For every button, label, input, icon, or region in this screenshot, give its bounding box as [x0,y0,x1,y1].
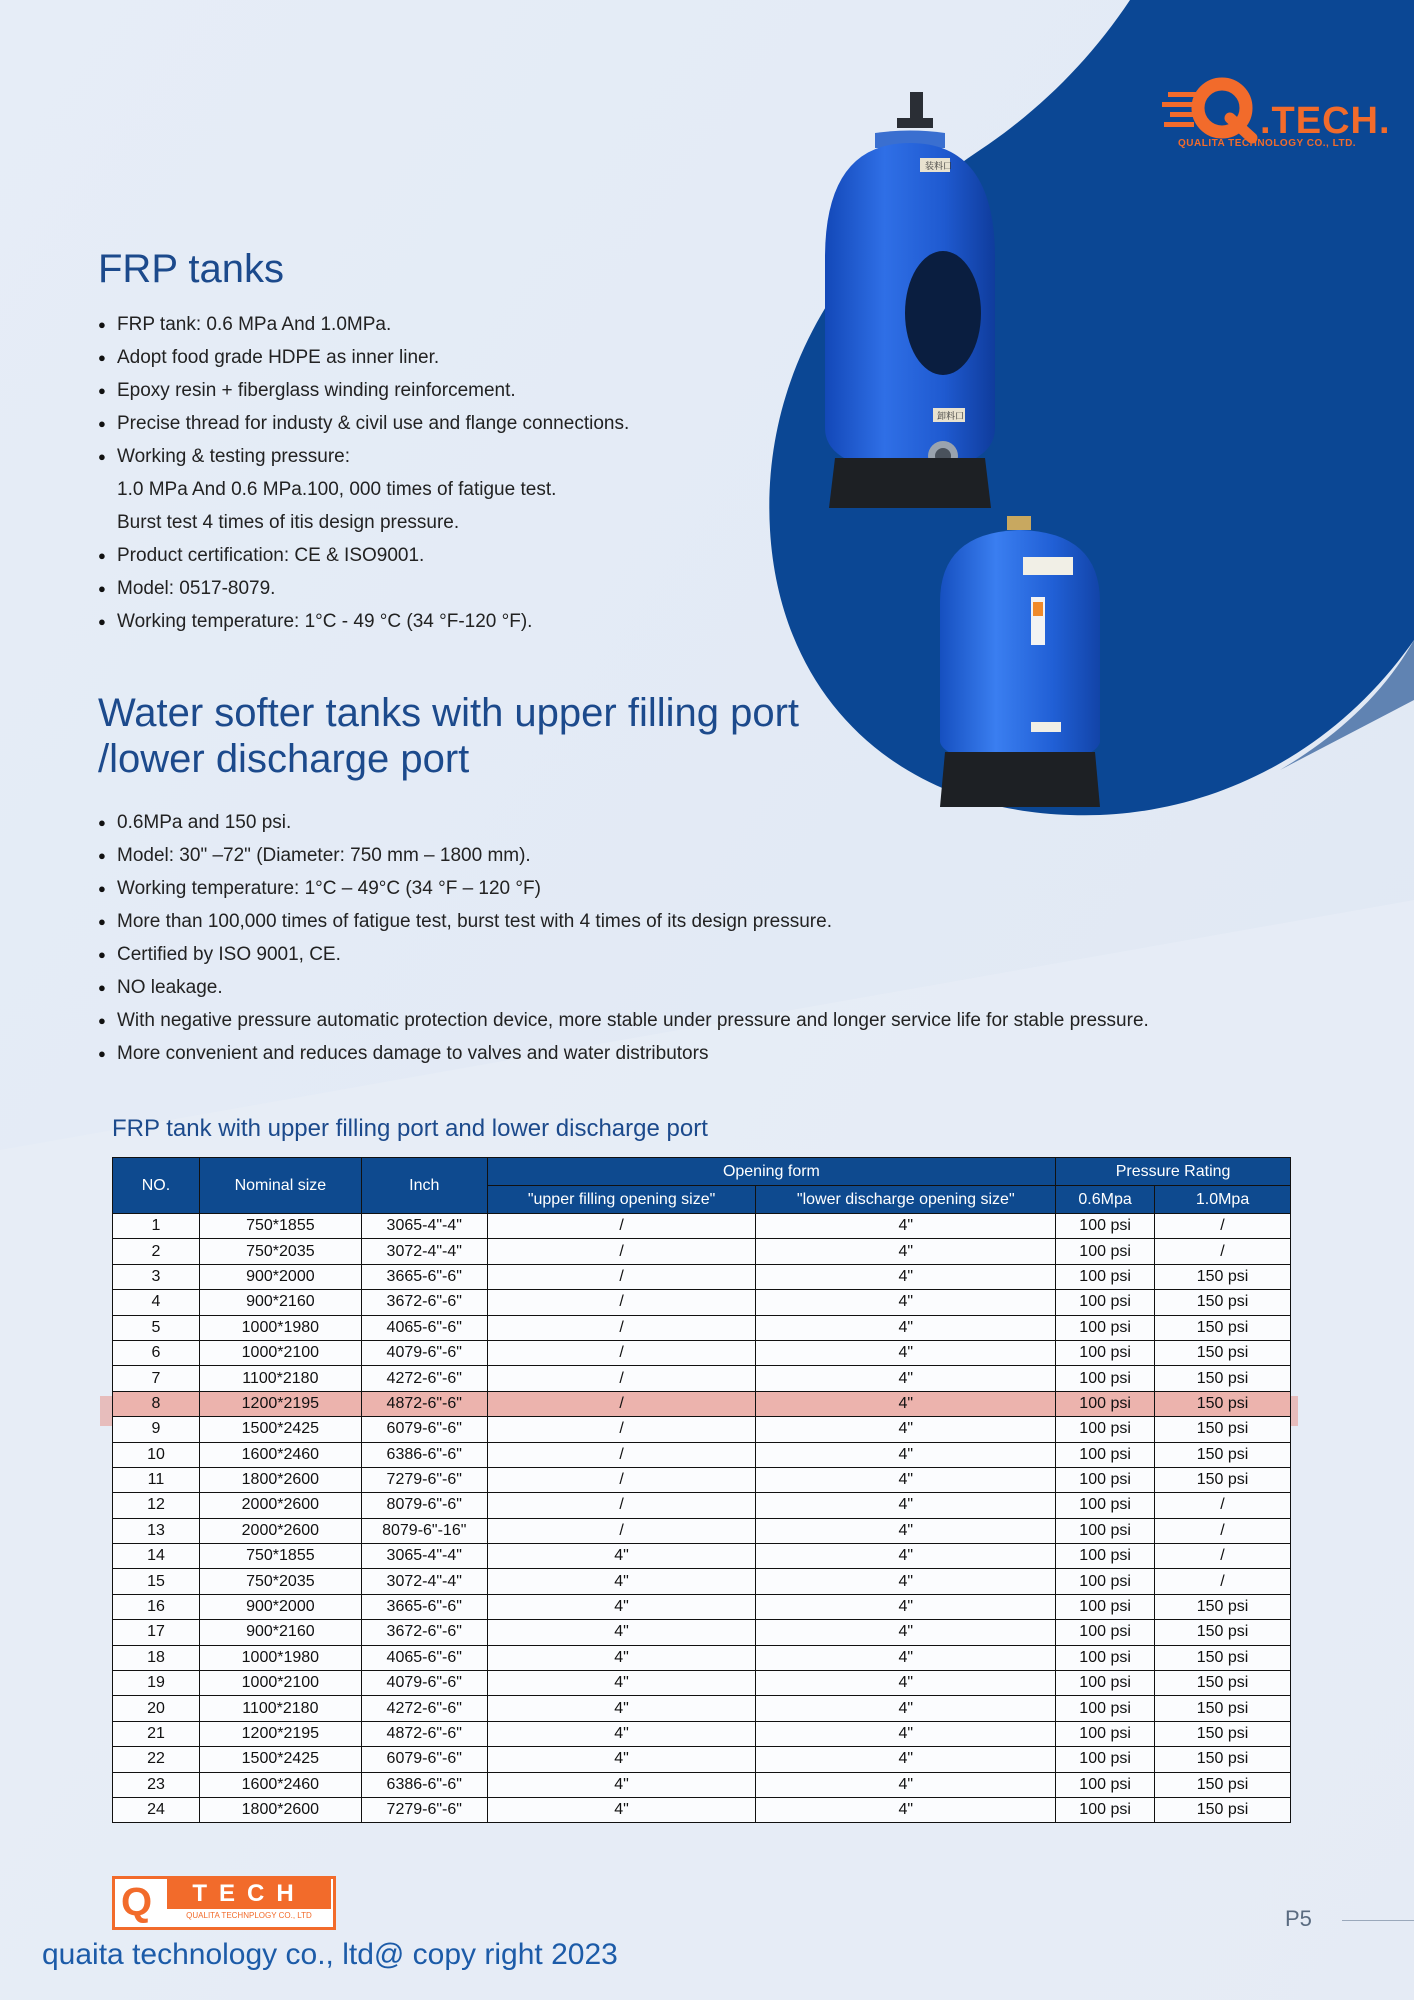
cell-upper-opening: / [487,1391,756,1416]
table-row [113,1518,1291,1543]
col-header-1-0mpa: 1.0Mpa [1155,1186,1291,1214]
cell-pressure-1-0mpa: 150 psi [1155,1671,1291,1696]
col-header-opening-form: Opening form [487,1158,1055,1186]
cell-pressure-0-6mpa: 100 psi [1056,1518,1155,1543]
cell-nominal-size: 1200*2195 [199,1721,361,1746]
cell-no: 5 [113,1315,200,1340]
cell-pressure-0-6mpa: 100 psi [1056,1493,1155,1518]
bullet-item: ● Model: 0517-8079. [98,572,629,605]
cell-inch: 4065-6"-6" [361,1315,487,1340]
tank-top-label: 装料口 [925,161,953,171]
cell-inch: 4272-6"-6" [361,1696,487,1721]
cell-nominal-size: 900*2160 [199,1620,361,1645]
table-row [113,1569,1291,1594]
cell-pressure-1-0mpa: 150 psi [1155,1442,1291,1467]
table-row [113,1544,1291,1569]
cell-inch: 4872-6"-6" [361,1721,487,1746]
bullet-item: ● 0.6MPa and 150 psi. [98,806,1149,839]
water-softer-title [98,690,1149,782]
cell-nominal-size: 1000*1980 [199,1315,361,1340]
bullet-item: ● Precise thread for industy & civil use and flange connections. [98,407,629,440]
logo-text: .TECH. [1260,100,1391,142]
cell-upper-opening: 4" [487,1772,756,1797]
table-row [113,1391,1291,1416]
cell-no: 13 [113,1518,200,1543]
cell-pressure-0-6mpa: 100 psi [1056,1721,1155,1746]
cell-nominal-size: 900*2000 [199,1594,361,1619]
table-row [113,1671,1291,1696]
table-row [113,1290,1291,1315]
table-row [113,1366,1291,1391]
cell-lower-opening: 4" [756,1594,1056,1619]
cell-no: 10 [113,1442,200,1467]
cell-inch: 6386-6"-6" [361,1442,487,1467]
bullet-item: ● Working & testing pressure: [98,440,629,473]
cell-upper-opening: / [487,1239,756,1264]
table-row [113,1797,1291,1822]
cell-no: 6 [113,1340,200,1365]
water-softer-title-line1: Water softer tanks with upper filling port [98,691,800,735]
cell-pressure-1-0mpa: 150 psi [1155,1696,1291,1721]
spec-table-title: FRP tank with upper filling port and lower discharge port [112,1115,708,1142]
frp-tanks-title: FRP tanks [98,247,284,291]
cell-inch: 3672-6"-6" [361,1620,487,1645]
cell-pressure-0-6mpa: 100 psi [1056,1544,1155,1569]
cell-inch: 4872-6"-6" [361,1391,487,1416]
cell-nominal-size: 1000*1980 [199,1645,361,1670]
bullet-item: ● Certified by ISO 9001, CE. [98,938,1149,971]
bullet-item: ● Model: 30" –72" (Diameter: 750 mm – 1800 mm). [98,839,1149,872]
table-row [113,1214,1291,1239]
table-row [113,1747,1291,1772]
water-softer-title-line2: /lower discharge port [98,737,470,781]
cell-upper-opening: / [487,1493,756,1518]
cell-lower-opening: 4" [756,1467,1056,1492]
cell-nominal-size: 900*2160 [199,1290,361,1315]
cell-nominal-size: 2000*2600 [199,1493,361,1518]
cell-pressure-0-6mpa: 100 psi [1056,1417,1155,1442]
cell-nominal-size: 1600*2460 [199,1772,361,1797]
cell-no: 3 [113,1264,200,1289]
cell-pressure-0-6mpa: 100 psi [1056,1594,1155,1619]
cell-upper-opening: / [487,1417,756,1442]
cell-pressure-1-0mpa: 150 psi [1155,1366,1291,1391]
logo-subtitle: QUALITA TECHNOLOGY CO., LTD. [1178,138,1357,149]
bullet-item: ● More convenient and reduces damage to valves and water distributors [98,1037,1149,1070]
cell-pressure-1-0mpa: 150 psi [1155,1417,1291,1442]
cell-lower-opening: 4" [756,1290,1056,1315]
frp-tank-large-illustration [815,88,1005,518]
cell-pressure-1-0mpa: / [1155,1214,1291,1239]
bullet-continuation: Burst test 4 times of itis design pressure. [117,512,460,533]
cell-no: 22 [113,1747,200,1772]
footer-logo [112,1876,336,1930]
cell-pressure-1-0mpa: / [1155,1518,1291,1543]
col-header-upper-opening: "upper filling opening size" [487,1186,756,1214]
cell-inch: 6386-6"-6" [361,1772,487,1797]
cell-lower-opening: 4" [756,1569,1056,1594]
cell-lower-opening: 4" [756,1214,1056,1239]
cell-nominal-size: 1100*2180 [199,1696,361,1721]
bullet-item: ● Epoxy resin + fiberglass winding reinforcement. [98,374,629,407]
cell-pressure-1-0mpa: / [1155,1239,1291,1264]
cell-pressure-1-0mpa: 150 psi [1155,1391,1291,1416]
table-row [113,1594,1291,1619]
table-row [113,1417,1291,1442]
cell-inch: 7279-6"-6" [361,1797,487,1822]
cell-lower-opening: 4" [756,1772,1056,1797]
cell-upper-opening: 4" [487,1544,756,1569]
cell-inch: 4079-6"-6" [361,1340,487,1365]
cell-lower-opening: 4" [756,1493,1056,1518]
col-header-lower-opening: "lower discharge opening size" [756,1186,1056,1214]
footer-logo-tech: TECH [167,1879,331,1909]
page-number-rule [1342,1920,1414,1921]
cell-inch: 8079-6"-16" [361,1518,487,1543]
cell-upper-opening: 4" [487,1645,756,1670]
cell-nominal-size: 1000*2100 [199,1671,361,1696]
cell-inch: 3065-4"-4" [361,1544,487,1569]
spec-table-body [113,1214,1291,1823]
col-header-0-6mpa: 0.6Mpa [1056,1186,1155,1214]
cell-upper-opening: 4" [487,1620,756,1645]
cell-inch: 3072-4"-4" [361,1569,487,1594]
table-row [113,1340,1291,1365]
bullet-item: ● NO leakage. [98,971,1149,1004]
cell-upper-opening: 4" [487,1721,756,1746]
spec-table [112,1157,1291,1823]
cell-upper-opening: / [487,1518,756,1543]
cell-upper-opening: / [487,1264,756,1289]
cell-no: 21 [113,1721,200,1746]
table-row [113,1239,1291,1264]
col-header-inch: Inch [361,1158,487,1214]
col-header-nominal-size: Nominal size [199,1158,361,1214]
cell-lower-opening: 4" [756,1544,1056,1569]
cell-nominal-size: 1500*2425 [199,1417,361,1442]
cell-lower-opening: 4" [756,1747,1056,1772]
cell-pressure-1-0mpa: / [1155,1493,1291,1518]
bullet-continuation: 1.0 MPa And 0.6 MPa.100, 000 times of fatigue test. [117,479,557,500]
cell-pressure-0-6mpa: 100 psi [1056,1797,1155,1822]
cell-no: 2 [113,1239,200,1264]
cell-inch: 8079-6"-6" [361,1493,487,1518]
cell-pressure-0-6mpa: 100 psi [1056,1239,1155,1264]
cell-pressure-0-6mpa: 100 psi [1056,1645,1155,1670]
cell-pressure-0-6mpa: 100 psi [1056,1391,1155,1416]
cell-pressure-1-0mpa: 150 psi [1155,1467,1291,1492]
table-row [113,1772,1291,1797]
cell-lower-opening: 4" [756,1696,1056,1721]
cell-pressure-1-0mpa: / [1155,1569,1291,1594]
frp-tanks-section [98,246,629,638]
cell-pressure-0-6mpa: 100 psi [1056,1366,1155,1391]
cell-lower-opening: 4" [756,1239,1056,1264]
cell-upper-opening: 4" [487,1671,756,1696]
cell-nominal-size: 1100*2180 [199,1366,361,1391]
cell-no: 20 [113,1696,200,1721]
cell-inch: 3665-6"-6" [361,1264,487,1289]
col-header-no: NO. [113,1158,200,1214]
bullet-item: ● Working temperature: 1°C - 49 °C (34 °F-120 °F). [98,605,629,638]
cell-no: 17 [113,1620,200,1645]
cell-lower-opening: 4" [756,1340,1056,1365]
cell-pressure-1-0mpa: 150 psi [1155,1264,1291,1289]
cell-inch: 4272-6"-6" [361,1366,487,1391]
cell-lower-opening: 4" [756,1645,1056,1670]
cell-pressure-1-0mpa: 150 psi [1155,1721,1291,1746]
cell-no: 8 [113,1391,200,1416]
footer-logo-q: Q [121,1880,153,1924]
cell-pressure-0-6mpa: 100 psi [1056,1569,1155,1594]
table-row [113,1721,1291,1746]
cell-upper-opening: / [487,1290,756,1315]
cell-inch: 7279-6"-6" [361,1467,487,1492]
cell-nominal-size: 1200*2195 [199,1391,361,1416]
bullet-item: ● FRP tank: 0.6 MPa And 1.0MPa. [98,308,629,341]
cell-pressure-1-0mpa: 150 psi [1155,1772,1291,1797]
table-row [113,1264,1291,1289]
cell-upper-opening: 4" [487,1797,756,1822]
bullet-item: ● Working temperature: 1°C – 49°C (34 °F – 120 °F) [98,872,1149,905]
cell-nominal-size: 750*2035 [199,1239,361,1264]
cell-no: 23 [113,1772,200,1797]
cell-lower-opening: 4" [756,1620,1056,1645]
cell-nominal-size: 750*2035 [199,1569,361,1594]
cell-pressure-0-6mpa: 100 psi [1056,1264,1155,1289]
table-row [113,1620,1291,1645]
bullet-item: ● More than 100,000 times of fatigue test, burst test with 4 times of its design pressure. [98,905,1149,938]
cell-pressure-1-0mpa: 150 psi [1155,1315,1291,1340]
bullet-item: ● Product certification: CE & ISO9001. [98,539,629,572]
cell-lower-opening: 4" [756,1797,1056,1822]
cell-no: 16 [113,1594,200,1619]
cell-pressure-0-6mpa: 100 psi [1056,1467,1155,1492]
cell-upper-opening: 4" [487,1696,756,1721]
cell-inch: 3072-4"-4" [361,1239,487,1264]
cell-pressure-0-6mpa: 100 psi [1056,1442,1155,1467]
cell-inch: 6079-6"-6" [361,1417,487,1442]
table-row [113,1696,1291,1721]
cell-inch: 3665-6"-6" [361,1594,487,1619]
cell-upper-opening: 4" [487,1569,756,1594]
cell-no: 15 [113,1569,200,1594]
frp-tanks-bullets [98,308,629,638]
cell-lower-opening: 4" [756,1264,1056,1289]
cell-no: 11 [113,1467,200,1492]
cell-lower-opening: 4" [756,1721,1056,1746]
page-number: P5 [1285,1906,1312,1931]
footer-logo-subtitle: QUALITA TECHNPLOGY CO., LTD [186,1911,312,1920]
cell-no: 4 [113,1290,200,1315]
cell-pressure-0-6mpa: 100 psi [1056,1671,1155,1696]
cell-inch: 6079-6"-6" [361,1747,487,1772]
cell-pressure-0-6mpa: 100 psi [1056,1747,1155,1772]
cell-pressure-1-0mpa: 150 psi [1155,1620,1291,1645]
bullet-item: ● Adopt food grade HDPE as inner liner. [98,341,629,374]
cell-upper-opening: / [487,1340,756,1365]
cell-no: 18 [113,1645,200,1670]
cell-nominal-size: 750*1855 [199,1214,361,1239]
bullet-item: ● With negative pressure automatic protection device, more stable under pressure and longer service life for stable pressure. [98,1004,1149,1037]
cell-no: 9 [113,1417,200,1442]
cell-nominal-size: 1000*2100 [199,1340,361,1365]
cell-inch: 4079-6"-6" [361,1671,487,1696]
cell-no: 19 [113,1671,200,1696]
cell-pressure-1-0mpa: 150 psi [1155,1747,1291,1772]
cell-no: 12 [113,1493,200,1518]
cell-nominal-size: 750*1855 [199,1544,361,1569]
water-softer-bullets [98,806,1149,1070]
cell-lower-opening: 4" [756,1417,1056,1442]
cell-nominal-size: 2000*2600 [199,1518,361,1543]
cell-nominal-size: 900*2000 [199,1264,361,1289]
cell-pressure-0-6mpa: 100 psi [1056,1214,1155,1239]
cell-no: 14 [113,1544,200,1569]
cell-inch: 3672-6"-6" [361,1290,487,1315]
cell-upper-opening: / [487,1366,756,1391]
cell-no: 1 [113,1214,200,1239]
table-row [113,1493,1291,1518]
col-header-pressure-rating: Pressure Rating [1056,1158,1291,1186]
cell-pressure-0-6mpa: 100 psi [1056,1620,1155,1645]
cell-pressure-0-6mpa: 100 psi [1056,1340,1155,1365]
cell-pressure-0-6mpa: 100 psi [1056,1290,1155,1315]
cell-upper-opening: / [487,1467,756,1492]
cell-inch: 3065-4"-4" [361,1214,487,1239]
cell-no: 24 [113,1797,200,1822]
cell-nominal-size: 1800*2600 [199,1467,361,1492]
cell-lower-opening: 4" [756,1442,1056,1467]
cell-pressure-0-6mpa: 100 psi [1056,1772,1155,1797]
cell-no: 7 [113,1366,200,1391]
cell-nominal-size: 1800*2600 [199,1797,361,1822]
tank-side-label: 卸料口 [937,411,965,421]
cell-pressure-1-0mpa: 150 psi [1155,1797,1291,1822]
cell-nominal-size: 1600*2460 [199,1442,361,1467]
cell-lower-opening: 4" [756,1315,1056,1340]
cell-inch: 4065-6"-6" [361,1645,487,1670]
cell-pressure-1-0mpa: 150 psi [1155,1290,1291,1315]
cell-pressure-1-0mpa: 150 psi [1155,1340,1291,1365]
cell-lower-opening: 4" [756,1671,1056,1696]
cell-upper-opening: / [487,1442,756,1467]
cell-lower-opening: 4" [756,1366,1056,1391]
cell-pressure-1-0mpa: 150 psi [1155,1645,1291,1670]
copyright-text: quaita technology co., ltd@ copy right 2023 [42,1938,618,1971]
cell-lower-opening: 4" [756,1518,1056,1543]
table-row [113,1645,1291,1670]
cell-upper-opening: 4" [487,1747,756,1772]
cell-pressure-0-6mpa: 100 psi [1056,1696,1155,1721]
cell-upper-opening: 4" [487,1594,756,1619]
cell-nominal-size: 1500*2425 [199,1747,361,1772]
cell-lower-opening: 4" [756,1391,1056,1416]
table-row [113,1442,1291,1467]
cell-pressure-1-0mpa: 150 psi [1155,1594,1291,1619]
table-row [113,1467,1291,1492]
table-row [113,1315,1291,1340]
cell-pressure-1-0mpa: / [1155,1544,1291,1569]
cell-upper-opening: / [487,1214,756,1239]
cell-pressure-0-6mpa: 100 psi [1056,1315,1155,1340]
water-softer-section [98,690,1149,1070]
brand-logo [1160,70,1391,160]
cell-upper-opening: / [487,1315,756,1340]
